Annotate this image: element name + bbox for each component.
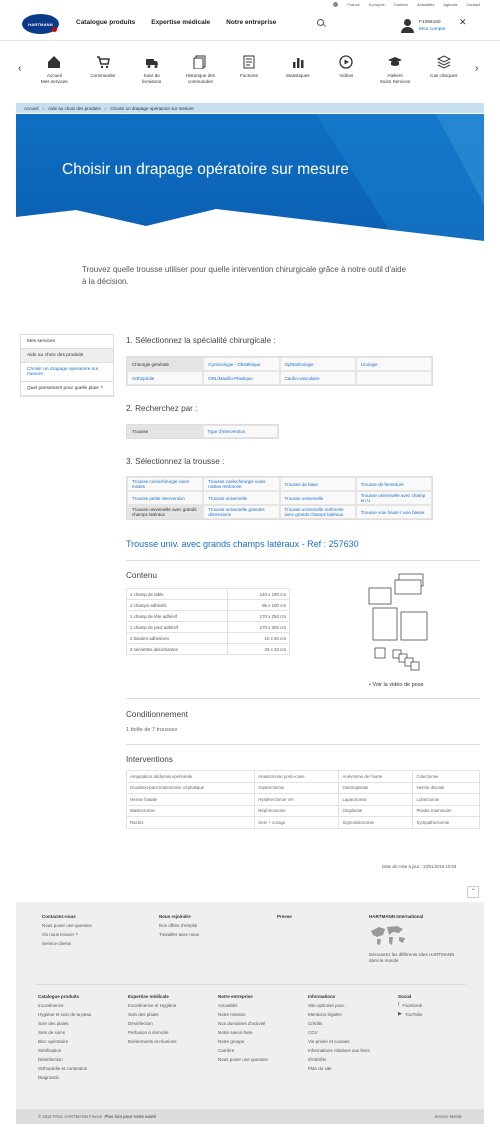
- util-link-career[interactable]: Carrière: [393, 2, 409, 7]
- footer-link[interactable]: Notre savoir-faire: [218, 1030, 253, 1035]
- footer-link[interactable]: Soin des plaies: [38, 1021, 69, 1026]
- step1-option[interactable]: Chirurgie générale: [127, 357, 203, 371]
- truck-icon: [145, 55, 159, 69]
- table-cell: 33 x 33 cm: [228, 644, 290, 655]
- footer-link[interactable]: d'intérêts: [308, 1057, 327, 1062]
- table-row: [127, 771, 480, 783]
- update-date: Date de mise à jour : 13/01/2016 10:03: [382, 864, 457, 869]
- footer-intl-text: Découvrez les différents sites HARTMANN dans le monde: [369, 952, 455, 963]
- step1-option[interactable]: Gynécologie - Obstétrique: [203, 357, 279, 371]
- table-cell: Duodéno-pancréatectomie céphalique: [127, 782, 255, 794]
- step3-option[interactable]: Trousse petite intervention: [127, 491, 203, 505]
- country-link[interactable]: France: [347, 2, 360, 7]
- step1-option[interactable]: Cardio-vasculaire: [280, 371, 356, 385]
- footer-link[interactable]: Service clients: [42, 941, 72, 946]
- crumb-aide[interactable]: Aide au choix des produits: [48, 105, 101, 111]
- strip-item-label: Commander: [90, 73, 116, 78]
- step3-option[interactable]: Trousse coelochirurgie voies mixtes renforcée: [203, 477, 279, 491]
- table-cell: Hernie discale: [413, 782, 480, 794]
- footer-contact: [42, 912, 152, 948]
- globe-icon: [333, 2, 338, 7]
- account-link[interactable]: Mon compte: [419, 27, 446, 32]
- account-id: F1096160: [419, 20, 441, 25]
- strip-item-cases[interactable]: [419, 55, 468, 95]
- footer-link[interactable]: Soin des plaies: [128, 1012, 159, 1017]
- table-cell: 1 champ de table: [127, 589, 228, 600]
- user-icon[interactable]: [401, 19, 414, 33]
- facebook-icon[interactable]: [398, 1001, 486, 1010]
- table-cell: Lobectomie: [413, 794, 480, 806]
- footer-link[interactable]: Perfusion à domicile: [128, 1030, 169, 1035]
- step1-option[interactable]: ORL/Maxillo-Plastique: [203, 371, 279, 385]
- strip-item-truck[interactable]: [127, 55, 176, 95]
- step2-title: 2. Recherchez par :: [126, 404, 198, 413]
- graduation-icon: [388, 55, 402, 69]
- footer-link[interactable]: Incontinence: [38, 1003, 64, 1008]
- table-row: [127, 633, 290, 644]
- hartmann-logo[interactable]: [22, 14, 59, 34]
- invoice-icon: [242, 55, 256, 69]
- footer-link[interactable]: Nos domaines d'activité: [218, 1021, 266, 1026]
- step3-option[interactable]: Trousse universelle renforcée avec grands champs latéraux: [280, 505, 356, 519]
- strip-item-history[interactable]: [176, 55, 225, 95]
- strip-item-label: Cas cliniques: [430, 73, 458, 78]
- conditionnement-text: 1 boîte de 7 trousses: [126, 727, 178, 733]
- utility-bar: [333, 2, 480, 7]
- search-icon[interactable]: [317, 19, 324, 26]
- footer-col: [218, 992, 306, 1064]
- footer-link[interactable]: Où nous trouver ?: [42, 932, 79, 937]
- nav-expertise[interactable]: Expertise médicale: [151, 19, 211, 26]
- table-cell: Hystérectomie VH: [255, 794, 339, 806]
- divider: [126, 560, 480, 561]
- nav-entreprise[interactable]: Notre entreprise: [226, 19, 277, 26]
- logo-text: HARTMANN: [28, 21, 53, 27]
- table-row: [127, 782, 480, 794]
- sidebar-item-drapage[interactable]: Choisir un drapage opératoire sur mesure: [21, 363, 113, 382]
- table-cell: Anévrisme de l'aorte: [339, 771, 413, 783]
- table-cell: Otoplastie: [339, 805, 413, 817]
- youtube-icon[interactable]: [398, 1010, 486, 1019]
- sidebar-item-services[interactable]: Mes services: [21, 335, 113, 349]
- table-cell: 2 champs adhésifs: [127, 600, 228, 611]
- table-cell: Sein + curage: [255, 817, 339, 829]
- footer: [16, 902, 484, 1124]
- crumb-home[interactable]: Accueil: [24, 105, 39, 111]
- sidebar-item-pansement[interactable]: Quel pansement pour quelle plaie ?: [21, 382, 113, 396]
- footer-col-title: Social: [398, 994, 412, 999]
- world-map-icon: [369, 923, 409, 947]
- table-cell: 95 x 100 cm: [228, 600, 290, 611]
- table-row: [127, 644, 290, 655]
- footer-col: [38, 992, 126, 1082]
- strip-item-stats[interactable]: [273, 55, 322, 95]
- util-link-news[interactable]: Actualités: [417, 2, 435, 7]
- footer-col-title: Expertise médicale: [128, 994, 169, 999]
- strip-item-label: Ateliers: [387, 73, 403, 78]
- strip-item-video[interactable]: [322, 55, 371, 95]
- strip-item-label: Historique des: [185, 73, 216, 78]
- page-title: Choisir un drapage opératoire sur mesure: [62, 161, 349, 178]
- footer-link[interactable]: Mentions légales: [308, 1012, 342, 1017]
- footer-col: [398, 992, 486, 1019]
- contenu-table: [126, 588, 290, 655]
- footer-link[interactable]: Orthopédie et contention: [38, 1066, 88, 1071]
- account-block[interactable]: [419, 19, 445, 33]
- footer-link[interactable]: Travailler avec nous: [159, 932, 200, 937]
- table-cell: Anastomose porto-cave: [255, 771, 339, 783]
- scroll-top-button[interactable]: ⌃: [467, 886, 479, 898]
- step3-option[interactable]: Trousse universelle avec champ en U: [356, 491, 432, 505]
- home-icon: [47, 55, 61, 69]
- table-cell: Colectomie: [413, 771, 480, 783]
- table-cell: Plastie mammaire: [413, 805, 480, 817]
- copyright: © 2016 PAUL HARTMANN France: [38, 1114, 103, 1119]
- strip-item-label: Statistiques: [285, 73, 310, 78]
- strip-item-home[interactable]: [30, 55, 79, 95]
- util-link-agenda[interactable]: Agenda: [443, 2, 458, 7]
- step3-option[interactable]: Trousse universelle avec grands champs latéraux: [127, 505, 203, 519]
- strip-item-graduation[interactable]: [371, 55, 420, 95]
- sidebar: [20, 334, 114, 397]
- step3-option[interactable]: Trousse voie haute / voie basse: [356, 505, 432, 519]
- footer-link[interactable]: YouTube: [404, 1012, 423, 1017]
- strip-item-label: commandes: [187, 78, 213, 84]
- footer-join: [159, 912, 269, 939]
- table-row: [127, 817, 480, 829]
- step3-title: 3. Sélectionnez la trousse :: [126, 457, 225, 466]
- util-link-about[interactable]: A propos: [368, 2, 385, 7]
- logo-cross-icon: [52, 27, 57, 32]
- divider: [126, 744, 480, 745]
- table-cell: Rachis: [127, 817, 255, 829]
- strip-item-label: Suivi de: [143, 73, 160, 78]
- drape-illustration: [365, 568, 435, 676]
- footer-press-title[interactable]: Presse: [277, 914, 292, 919]
- footer-link[interactable]: Actualités: [218, 1003, 238, 1008]
- step3-option[interactable]: Trousse de fermeture: [356, 477, 432, 491]
- table-cell: 170 x 250 cm: [228, 611, 290, 622]
- table-row: [127, 622, 290, 633]
- cart-icon: [96, 55, 110, 69]
- footer-link[interactable]: CGV: [308, 1030, 318, 1035]
- main-nav: [76, 19, 276, 26]
- strip-item-label: Factures: [240, 73, 258, 78]
- strip-item-cart[interactable]: [79, 55, 128, 95]
- footer-intl-title[interactable]: HARTMANN International: [369, 914, 424, 919]
- table-cell: 10 x 50 cm: [228, 633, 290, 644]
- interventions-table: [126, 770, 480, 829]
- table-row: [127, 600, 290, 611]
- footer-press: [277, 912, 357, 921]
- footer-intl: [369, 912, 464, 964]
- footer-link[interactable]: Site optimisé pour :: [308, 1003, 347, 1008]
- video-link[interactable]: • Voir la vidéo de pose: [369, 682, 424, 688]
- nav-catalogue[interactable]: Catalogue produits: [76, 19, 136, 26]
- step1-option[interactable]: Ophtalmologie: [280, 357, 356, 371]
- close-icon[interactable]: ✕: [459, 17, 467, 27]
- stats-icon: [291, 55, 305, 69]
- footer-link[interactable]: Crédits: [308, 1021, 323, 1026]
- product-title: Trousse univ. avec grands champs latéraux - Ref : 257630: [126, 539, 359, 549]
- footer-link[interactable]: Diagnostic: [38, 1075, 60, 1080]
- footer-join-title: Nous rejoindre: [159, 914, 191, 919]
- table-cell: Sigmoïdectomie: [339, 817, 413, 829]
- footer-link[interactable]: Nous poser une question: [218, 1057, 269, 1062]
- breadcrumb: Accueil › Aide au choix des produits › Choisir un drapage opératoire sur mesure: [16, 103, 484, 113]
- sidebar-item-aide[interactable]: Aide au choix des produits: [21, 349, 113, 363]
- footer-col-title: Catalogue produits: [38, 994, 80, 999]
- table-row: [127, 589, 290, 600]
- footer-link[interactable]: Nos offres d'emploi: [159, 923, 198, 928]
- table-row: [127, 794, 480, 806]
- footer-link[interactable]: Bloc opératoire: [38, 1039, 69, 1044]
- footer-col-title: Informations: [308, 994, 336, 999]
- footer-col: [128, 992, 216, 1046]
- footer-link[interactable]: Stérilisation: [38, 1048, 62, 1053]
- table-cell: 1 champ de pied adhésif: [127, 622, 228, 633]
- table-row: [127, 805, 480, 817]
- tagline: Plus loin pour votre santé: [104, 1114, 156, 1119]
- specialty-grid: [126, 356, 433, 386]
- footer-link[interactable]: Informations relatives aux liens: [308, 1048, 370, 1053]
- divider: [126, 698, 480, 699]
- conditionnement-title: Conditionnement: [126, 710, 188, 719]
- table-cell: 1 champ de tête adhésif: [127, 611, 228, 622]
- table-cell: Amputation abdomino-périnéale: [127, 771, 255, 783]
- step2-option[interactable]: Trousse: [127, 425, 203, 438]
- footer-link[interactable]: Sets de soins: [38, 1030, 66, 1035]
- footer-contact-title: Contactez-nous: [42, 914, 76, 919]
- table-row: [127, 611, 290, 622]
- footer-link[interactable]: Hygiène et soin de la peau: [38, 1012, 92, 1017]
- step3-option[interactable]: Trousse coelochirurgie voies mixtes: [127, 477, 203, 491]
- history-icon: [193, 55, 207, 69]
- cases-icon: [437, 55, 451, 69]
- contenu-title: Contenu: [126, 571, 157, 580]
- table-cell: Sympathectomie: [413, 817, 480, 829]
- step1-option[interactable]: [356, 371, 432, 385]
- footer-col: [308, 992, 396, 1073]
- table-cell: Mastectomie: [127, 805, 255, 817]
- strip-item-label: Soins Services: [379, 78, 411, 84]
- step1-option[interactable]: Urologie: [356, 357, 432, 371]
- step3-option[interactable]: Trousse universelle: [280, 491, 356, 505]
- util-link-contact[interactable]: Contact: [466, 2, 480, 7]
- step1-option[interactable]: Orthopédie: [127, 371, 203, 385]
- hero-banner: [16, 114, 484, 241]
- search-by-grid: [126, 424, 279, 439]
- services-strip: [30, 55, 468, 95]
- chevron-right-icon[interactable]: ›: [475, 63, 479, 74]
- footer-link[interactable]: Carrière: [218, 1048, 235, 1053]
- footer-link[interactable]: Facebook: [402, 1003, 423, 1008]
- facebook-glyph-icon: f: [398, 1002, 400, 1008]
- footer-link[interactable]: Nous poser une question: [42, 923, 93, 928]
- strip-item-label: livraisons: [142, 78, 162, 84]
- step3-option[interactable]: Trousse de base: [280, 477, 356, 491]
- footer-link[interactable]: Désinfection: [128, 1021, 153, 1026]
- intro-text: Trouvez quelle trousse utiliser pour quelle intervention chirurgicale grâce à notre outil d'aide à la décision.: [82, 265, 407, 286]
- strip-item-invoice[interactable]: [225, 55, 274, 95]
- step2-option[interactable]: Type d'intervention: [203, 425, 279, 438]
- footer-link[interactable]: Plan du site: [308, 1066, 332, 1071]
- table-cell: Laparotomie: [339, 794, 413, 806]
- chevron-left-icon[interactable]: ‹: [18, 63, 22, 74]
- table-cell: 4 serviettes absorbantes: [127, 644, 228, 655]
- table-cell: Néphrectomie: [255, 805, 339, 817]
- footer-link[interactable]: Notre mission: [218, 1012, 246, 1017]
- table-cell: Gastrectomie: [255, 782, 339, 794]
- video-icon: [339, 55, 353, 69]
- crumb-current: Choisir un drapage opératoire sur mesure: [110, 105, 194, 111]
- strip-item-label: Mes services: [40, 78, 68, 84]
- interventions-title: Interventions: [126, 755, 173, 764]
- footer-col-title: Notre entreprise: [218, 994, 253, 999]
- footer-divider: [36, 984, 466, 985]
- footer-link[interactable]: Notre groupe: [218, 1039, 245, 1044]
- footer-link[interactable]: Evénements et réunions: [128, 1039, 177, 1044]
- footer-link[interactable]: Désinfection: [38, 1057, 63, 1062]
- footer-link[interactable]: Incontinence et Hygiène: [128, 1003, 177, 1008]
- step3-option[interactable]: Trousse universelle: [203, 491, 279, 505]
- footer-link[interactable]: Vie privée et cookies: [308, 1039, 350, 1044]
- table-cell: 140 x 190 cm: [228, 589, 290, 600]
- youtube-glyph-icon: ▶: [398, 1011, 402, 1017]
- strip-item-label: Vidéos: [339, 73, 354, 78]
- strip-item-label: Accueil: [46, 73, 62, 78]
- service-mobile-link[interactable]: Service Mobile: [434, 1114, 462, 1119]
- table-cell: 170 x 200 cm: [228, 622, 290, 633]
- step1-title: 1. Sélectionnez la spécialité chirurgicale :: [126, 336, 276, 345]
- table-cell: 2 bandes adhésives: [127, 633, 228, 644]
- footer-bottom-bar: [16, 1109, 484, 1124]
- step3-option[interactable]: Trousse universelle grandes dimensions: [203, 505, 279, 519]
- table-cell: Hernie hiatale: [127, 794, 255, 806]
- table-cell: Gastroplastie: [339, 782, 413, 794]
- kit-grid: [126, 476, 433, 520]
- header-divider: [0, 40, 500, 41]
